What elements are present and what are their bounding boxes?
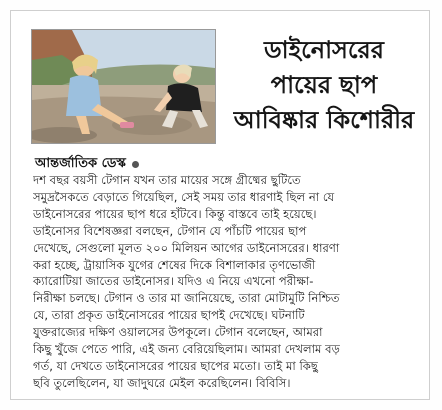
article-photo — [31, 29, 216, 144]
body-line: করা হচ্ছে, ট্রায়াসিক যুগের শেষের দিকে বিশালাকার তৃণভোজী — [33, 257, 316, 272]
body-line: ডাইনোসর বিশেষজ্ঞরা বলছেন, টেগান যে পাঁচটি পায়ের ছাপ — [33, 223, 307, 238]
news-clipping — [10, 10, 430, 400]
body-line: কিছু খুঁজে পেতে পারি, এই জন্য বেরিয়েছিলাম। আমরা দেখলাম বড় — [33, 342, 340, 357]
body-line: সমুদ্রসৈকতে বেড়াতে গিয়েছিল, সেই সময় তার ধারণাই ছিল না যে — [33, 189, 335, 204]
bullet-dot-icon — [132, 161, 139, 168]
article-headline — [219, 33, 429, 138]
body-line: যুক্তরাজ্যের দক্ষিণ ওয়ালসের উপকূলে। টেগান বলেছেন, আমরা — [33, 325, 323, 340]
body-line: দশ বছর বয়সী টেগান যখন তার মায়ের সঙ্গে গ্রীষ্মের ছুটিতে — [33, 173, 301, 187]
body-line: ডাইনোসরের পায়ের ছাপ ধরে হাঁটবে। কিন্তু বাস্তবে তাই হয়েছে। — [33, 206, 317, 221]
body-line: যে, তারা প্রকৃত ডাইনোসরের পায়ের ছাপই দেখেছে। ঘটনাটি — [33, 308, 305, 323]
article-body — [33, 172, 433, 392]
department-text: আন্তর্জাতিক ডেস্ক — [35, 156, 126, 171]
beach-photo-icon — [32, 30, 215, 143]
body-line: দেখেছে, সেগুলো মূলত ২০০ মিলিয়ন আগের ডাইনোসরের। ধারণা — [33, 240, 340, 255]
headline-line-2: পায়ের ছাপ — [270, 71, 378, 99]
headline-line-1: ডাইনোসরের — [264, 36, 384, 64]
headline-line-3: আবিষ্কার কিশোরীর — [233, 106, 415, 134]
body-line: ছবি তুলেছিলেন, যা জাদুঘরে মেইল করেছিলেন। বিবিসি। — [33, 375, 291, 390]
body-line: ক্যারোটিয়া জাতের ডাইনোসর। যদিও এ নিয়ে এখনো পরীক্ষা- — [33, 274, 314, 289]
body-line: গর্ত, যা দেখতে ডাইনোসরের পায়ের ছাপের মতো। তাই মা কিছু — [33, 358, 318, 373]
body-line: নিরীক্ষা চলছে। টেগান ও তার মা জানিয়েছে, তারা মোটামুটি নিশ্চিত — [33, 291, 340, 306]
